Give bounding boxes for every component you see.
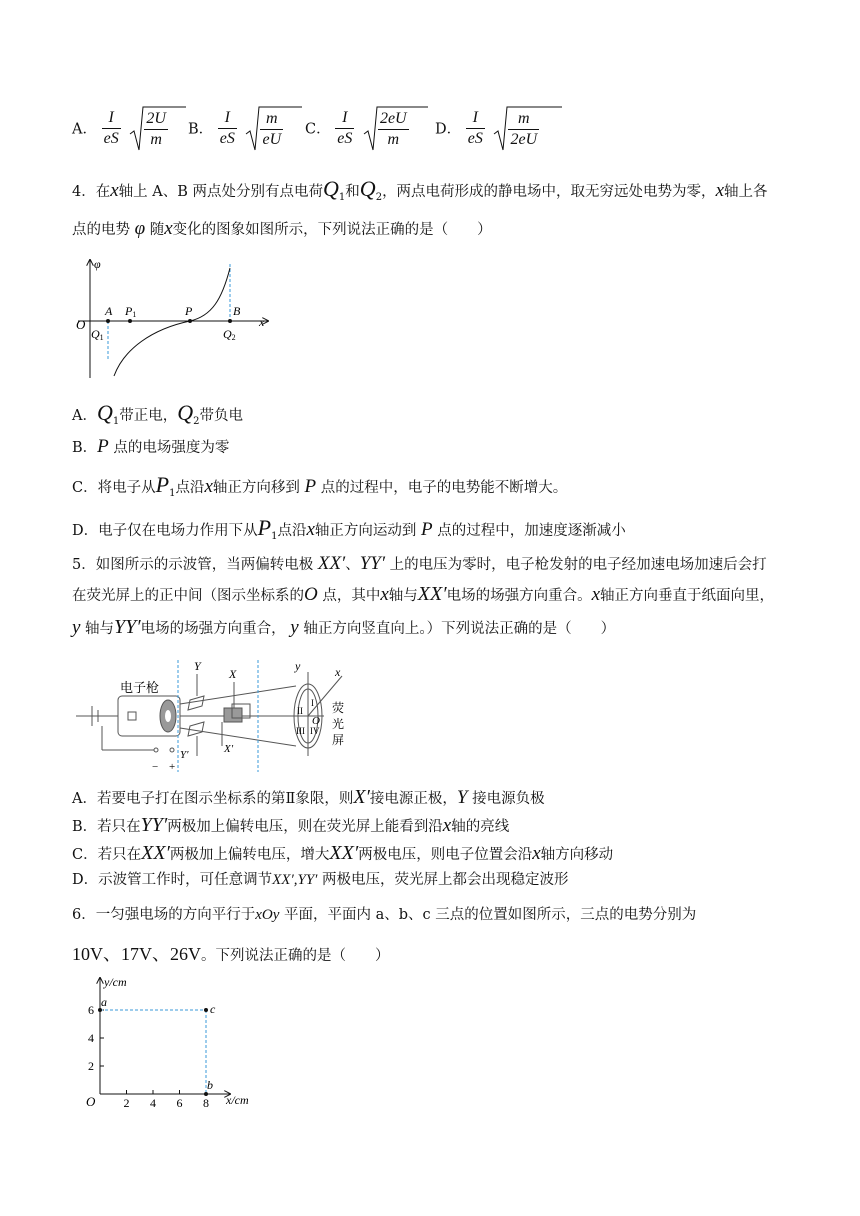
svg-text:荧: 荧 xyxy=(332,701,345,715)
q5-stem-line2: 在荧光屏上的正中间（图示坐标系的O 点，其中x轴与XX′电场的场强方向重合。x轴正方向垂直于纸面向里， xyxy=(72,583,775,605)
q4-stem-line1: 4．在x轴上 A、B 两点处分别有点电荷$Q_1$和$Q_2$，两点电荷形成的静电场中，取无穷远处电势为零，x轴上各 xyxy=(72,176,768,203)
q5-option-c[interactable]: C．若只在XX′两极加上偏转电压，增大XX′两极电压，则电子位置会沿x轴方向移动 xyxy=(72,842,614,864)
x-tick-label: 4 xyxy=(150,1096,156,1110)
q5-stem-line1: 5．如图所示的示波管，当两偏转电极 XX′、YY′ 上的电压为零时，电子枪发射的电子经加速电场加速后会打 xyxy=(72,553,767,574)
point-p1-label: P1 xyxy=(125,304,137,319)
q5-option-a[interactable]: A．若要电子打在图示坐标系的第Ⅱ象限，则X′接电源正极，Y 接电源负极 xyxy=(72,786,545,808)
q5-oscilloscope-figure xyxy=(72,656,372,776)
q4-option-a[interactable]: A．$Q_1$带正电，$Q_2$带负电 xyxy=(72,400,244,427)
q3-option-b[interactable] xyxy=(188,104,302,154)
point-b-label: B xyxy=(233,304,241,318)
x-tick-label: 8 xyxy=(203,1096,209,1110)
q6-stem-line1: 6．一匀强电场的方向平行于xOy 平面，平面内 a、b、c 三点的位置如图所示，三点的电势分别为 xyxy=(72,907,697,923)
svg-text:Y′: Y′ xyxy=(180,749,189,761)
y-tick-label: 6 xyxy=(88,1003,94,1017)
svg-text:屏: 屏 xyxy=(332,733,345,747)
outer-fraction: $\frac{I}{eS}$ xyxy=(103,108,119,147)
sqrt-expression: $\frac{m}{2eU}$ xyxy=(492,104,562,152)
option-label: D． xyxy=(435,121,462,138)
q6-stem-line2: 10V、17V、26V。下列说法正确的是（ ） xyxy=(72,944,390,964)
q5-option-d[interactable]: D．示波管工作时，可任意调节XX′,YY′ 两极电压，荧光屏上都会出现稳定波形 xyxy=(72,872,569,888)
origin-label: O xyxy=(86,1094,96,1109)
q2-label: Q2 xyxy=(223,327,236,342)
q4-potential-graph xyxy=(72,254,282,384)
outer-fraction: $\frac{I}{eS}$ xyxy=(467,108,483,147)
q4-option-c[interactable]: C．将电子从$P_1$点沿x轴正方向移到 P 点的过程中，电子的电势能不断增大。 xyxy=(72,472,568,499)
y-tick-label: 4 xyxy=(88,1031,94,1045)
q5-option-b[interactable]: B．若只在YY′两极加上偏转电压，则在荧光屏上能看到沿x轴的亮线 xyxy=(72,814,510,836)
q6-coordinate-graph xyxy=(80,972,270,1112)
electron-gun-label: 电子枪 xyxy=(120,680,160,695)
outer-fraction: $\frac{I}{eS}$ xyxy=(219,108,235,147)
svg-text:Y: Y xyxy=(194,659,201,673)
q4-option-b[interactable]: B．P 点的电场强度为零 xyxy=(72,436,230,457)
sqrt-expression: $\frac{2eU}{m}$ xyxy=(362,104,428,152)
svg-text:IV: IV xyxy=(310,726,320,736)
q3-option-d[interactable] xyxy=(435,104,562,154)
svg-text:III: III xyxy=(296,726,305,736)
x-axis-label: x/cm xyxy=(226,1093,249,1107)
origin-label: O xyxy=(76,317,86,332)
sqrt-expression: $\frac{m}{eU}$ xyxy=(244,104,302,152)
svg-text:x: x xyxy=(335,665,341,679)
svg-text:I: I xyxy=(311,698,314,708)
svg-text:O: O xyxy=(312,715,320,727)
svg-text:X: X xyxy=(229,667,237,681)
x-tick-label: 2 xyxy=(123,1096,130,1110)
svg-text:−: − xyxy=(152,761,159,773)
option-label: B． xyxy=(188,121,214,138)
svg-text:+: + xyxy=(169,761,176,773)
point-p-label: P xyxy=(185,304,193,318)
x-tick-label: 6 xyxy=(176,1096,183,1110)
y-tick-label: 2 xyxy=(88,1059,94,1073)
q3-option-a[interactable] xyxy=(72,104,186,154)
x-label: x xyxy=(259,315,265,329)
q4-option-d[interactable]: D．电子仅在电场力作用下从$P_1$点沿x轴正方向运动到 P 点的过程中，加速度逐渐减小 xyxy=(72,515,626,542)
phi-label: φ xyxy=(94,257,101,271)
svg-text:II: II xyxy=(297,706,303,716)
point-a-label: a xyxy=(101,995,107,1009)
svg-text:光: 光 xyxy=(332,717,345,731)
point-c-label: c xyxy=(210,1002,216,1016)
outer-fraction: $\frac{I}{eS}$ xyxy=(337,108,353,147)
q4-stem-line2: 点的电势 φ 随x变化的图象如图所示，下列说法正确的是（ ） xyxy=(72,218,492,239)
sqrt-expression: $\frac{2U}{m}$ xyxy=(128,104,186,152)
svg-text:X′: X′ xyxy=(224,743,234,755)
q1-label: Q1 xyxy=(91,327,104,342)
point-b-label: b xyxy=(207,1078,213,1092)
option-label: C． xyxy=(305,121,331,138)
q5-stem-line3: y 轴与YY′电场的场强方向重合， y 轴正方向竖直向上。）下列说法正确的是（ ） xyxy=(72,616,616,638)
y-axis-label: y/cm xyxy=(104,975,127,989)
q3-option-c[interactable] xyxy=(305,104,428,154)
option-label: A． xyxy=(72,121,97,138)
point-a-label: A xyxy=(105,304,113,318)
svg-text:y: y xyxy=(295,659,301,673)
